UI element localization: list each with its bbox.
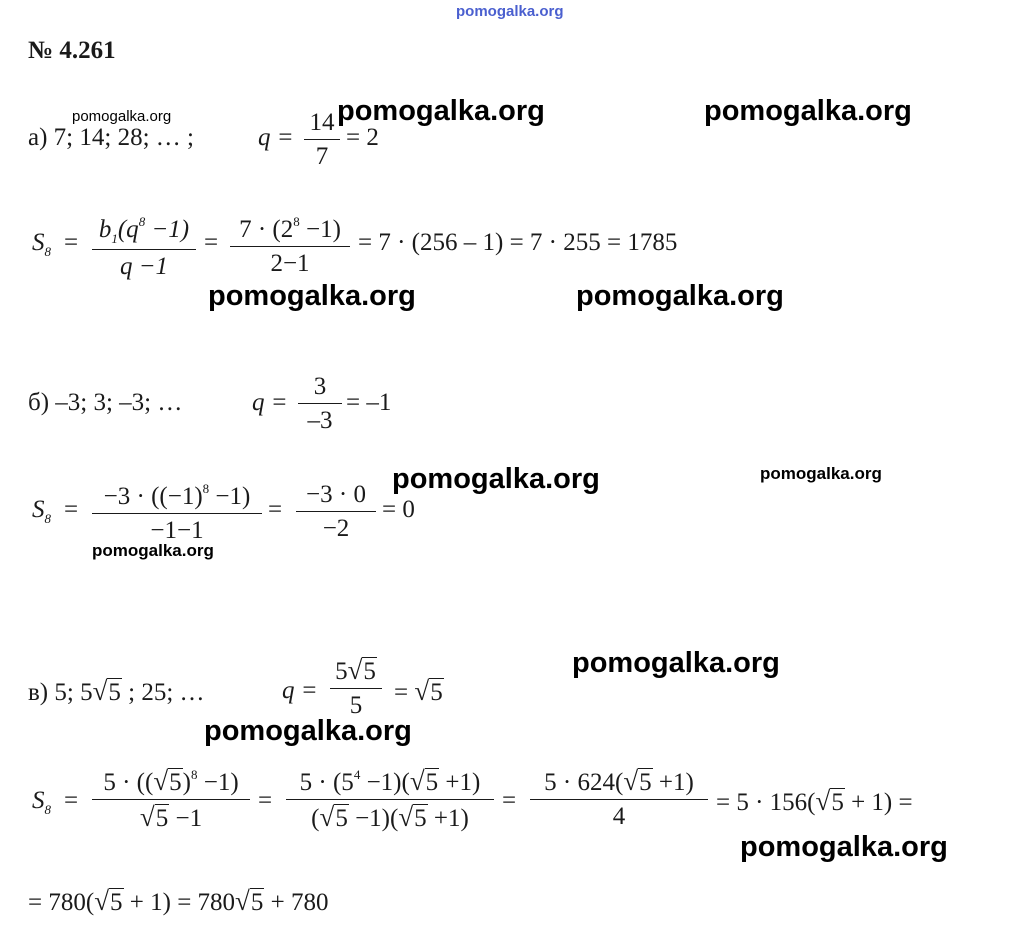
part-a-label: а) 7; 14; 28; … ; bbox=[28, 124, 194, 151]
watermark-top[interactable]: pomogalka.org bbox=[456, 3, 564, 20]
fraction-bar bbox=[298, 403, 342, 404]
watermark: pomogalka.org bbox=[72, 108, 172, 125]
part-a-q-rhs: = 2 bbox=[346, 124, 379, 151]
part-a-substitution bbox=[230, 215, 350, 276]
fraction-bar bbox=[92, 249, 196, 250]
numerator: $b_1(q^8 -1)$ bbox=[98, 214, 190, 246]
watermark: pomogalka.org bbox=[760, 464, 882, 483]
fraction-bar bbox=[304, 139, 340, 140]
part-c-simplified bbox=[530, 768, 708, 829]
fraction-bar bbox=[330, 688, 382, 689]
numerator: $5 \cdot (5^4 -1)(√5 +1)$ bbox=[299, 766, 481, 796]
fraction-bar bbox=[296, 511, 376, 512]
part-b-q-fraction bbox=[298, 374, 342, 433]
equals-sign: = bbox=[502, 787, 517, 814]
part-a-s-symbol: $S_8$ bbox=[32, 229, 51, 259]
numerator: 5√5 bbox=[335, 655, 376, 685]
part-c-q-lhs: q = bbox=[282, 677, 318, 704]
part-c-result: = 780(√5 + 1) = 780√5 + 780 bbox=[28, 886, 329, 916]
numerator: $5 \cdot ((√5)^8 -1)$ bbox=[103, 766, 239, 796]
part-a-result: = 7 · (256 – 1) = 7 · 255 = 1785 bbox=[358, 229, 678, 256]
denominator: (√5 −1)(√5 +1) bbox=[311, 802, 469, 832]
numerator: $7 \cdot (2^8 -1)$ bbox=[239, 214, 341, 243]
part-c-tail: = 5 · 156(√5 + 1) = bbox=[716, 786, 913, 816]
part-b-q-lhs: q = bbox=[252, 389, 288, 416]
part-a-sum-formula bbox=[92, 215, 196, 279]
part-b-label: б) –3; 3; –3; … bbox=[28, 389, 183, 416]
watermark: pomogalka.org bbox=[392, 463, 600, 495]
denominator: 5 bbox=[349, 692, 363, 719]
equals-sign: = bbox=[64, 496, 79, 523]
watermark: pomogalka.org bbox=[740, 831, 948, 863]
numerator: $-3 \cdot ((-1)^8 -1)$ bbox=[103, 481, 251, 510]
equals-sign: = bbox=[64, 787, 79, 814]
part-b-substitution bbox=[296, 482, 376, 541]
problem-title: № 4.261 bbox=[28, 37, 116, 64]
part-c-factored bbox=[286, 768, 494, 831]
equals-sign: = bbox=[268, 496, 283, 523]
part-c-sum-formula bbox=[92, 768, 250, 831]
part-a-q-fraction bbox=[304, 110, 340, 169]
part-b-result: = 0 bbox=[382, 496, 415, 523]
equals-sign: = bbox=[204, 229, 219, 256]
watermark: pomogalka.org bbox=[704, 95, 912, 127]
part-c-q-fraction bbox=[330, 657, 382, 718]
fraction-bar bbox=[230, 246, 350, 247]
watermark: pomogalka.org bbox=[204, 715, 412, 747]
denominator: √5 −1 bbox=[139, 802, 203, 832]
denominator: –3 bbox=[307, 407, 333, 434]
watermark: pomogalka.org bbox=[208, 280, 416, 312]
watermark: pomogalka.org bbox=[337, 95, 545, 127]
part-a-q-numerator: 14 bbox=[309, 109, 335, 136]
numerator: 5 · 624(√5 +1) bbox=[544, 766, 694, 796]
numerator: −3 · 0 bbox=[306, 481, 366, 508]
equals-sign: = bbox=[258, 787, 273, 814]
fraction-bar bbox=[530, 799, 708, 800]
numerator: 3 bbox=[313, 373, 327, 400]
watermark: pomogalka.org bbox=[572, 647, 780, 679]
fraction-bar bbox=[92, 513, 262, 514]
watermark: pomogalka.org bbox=[576, 280, 784, 312]
denominator: −2 bbox=[322, 515, 350, 542]
watermark: pomogalka.org bbox=[92, 541, 214, 560]
part-b-s-symbol: $S_8$ bbox=[32, 496, 51, 526]
part-c-q-rhs: = √5 bbox=[394, 676, 443, 706]
part-c-s-symbol: $S_8$ bbox=[32, 787, 51, 817]
part-a-q-denominator: 7 bbox=[315, 143, 329, 170]
part-b-q-rhs: = –1 bbox=[346, 389, 392, 416]
denominator: 4 bbox=[612, 803, 626, 830]
equals-sign: = bbox=[64, 229, 79, 256]
fraction-bar bbox=[92, 799, 250, 800]
part-c-label: в) 5; 5√5 ; 25; … bbox=[28, 676, 205, 706]
fraction-bar bbox=[286, 799, 494, 800]
denominator: q −1 bbox=[119, 253, 169, 280]
part-a-q-lhs: q = bbox=[258, 124, 294, 151]
denominator: 2−1 bbox=[270, 250, 310, 277]
part-b-sum-formula bbox=[92, 482, 262, 543]
denominator: −1−1 bbox=[150, 517, 204, 544]
